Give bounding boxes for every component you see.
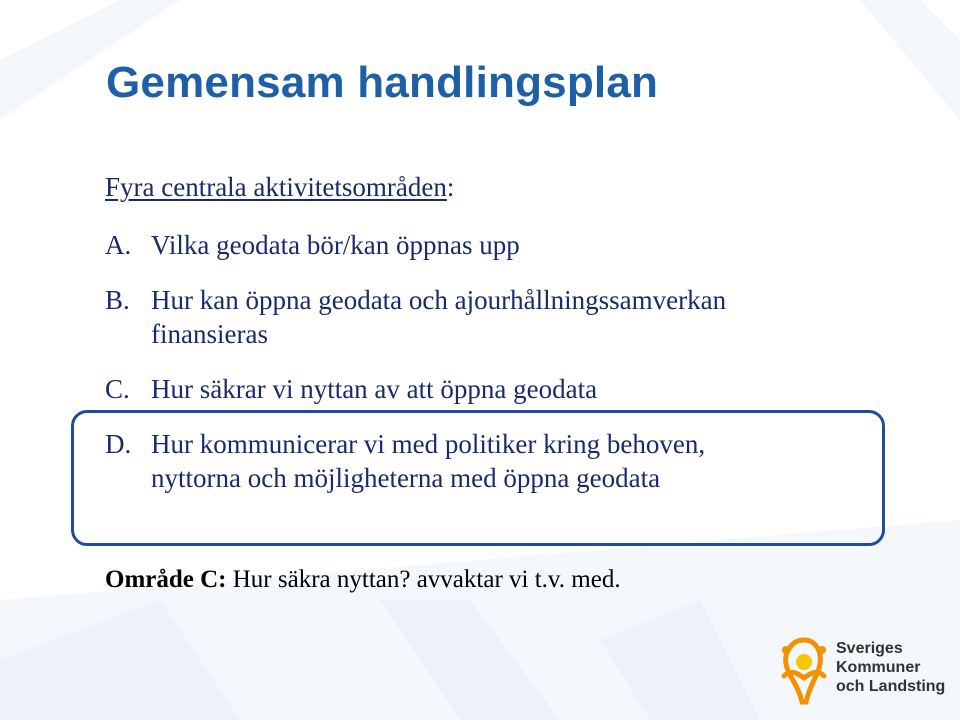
item-text [151, 427, 705, 495]
item-letter: C. [105, 374, 130, 404]
area-note-label: Område C: [105, 566, 227, 593]
area-note [105, 566, 621, 594]
item-letter: A. [105, 230, 132, 260]
logo-line: Kommuner [836, 659, 921, 676]
intro-colon: : [446, 172, 455, 202]
logo-line: och Landsting [836, 678, 946, 695]
logo-line: Sveriges [836, 640, 903, 657]
item-text [151, 228, 520, 262]
intro-label: Fyra centrala aktivitetsområden [105, 172, 447, 202]
item-line: Vilka geodata bör/kan öppnas upp [151, 230, 520, 260]
slide-title: Gemensam handlingsplan [106, 58, 659, 107]
item-line: Hur säkrar vi nyttan av att öppna geodata [151, 374, 598, 404]
item-line: finansieras [151, 319, 268, 349]
item-line: nyttorna och möjligheterna med öppna geodata [151, 463, 661, 493]
intro-line [105, 172, 454, 203]
skl-logo [776, 636, 956, 706]
item-line: Hur kan öppna geodata och ajourhållningssamverkan [151, 285, 727, 315]
item-letter: B. [105, 285, 130, 315]
skl-wordmark [836, 639, 945, 696]
skl-emblem-icon [776, 636, 832, 706]
item-text [151, 283, 726, 351]
item-line: Hur kommunicerar vi med politiker kring behoven, [151, 429, 706, 459]
area-note-text: Hur säkra nyttan? avvaktar vi t.v. med. [226, 566, 621, 593]
item-letter: D. [105, 429, 132, 459]
item-text [151, 372, 597, 406]
